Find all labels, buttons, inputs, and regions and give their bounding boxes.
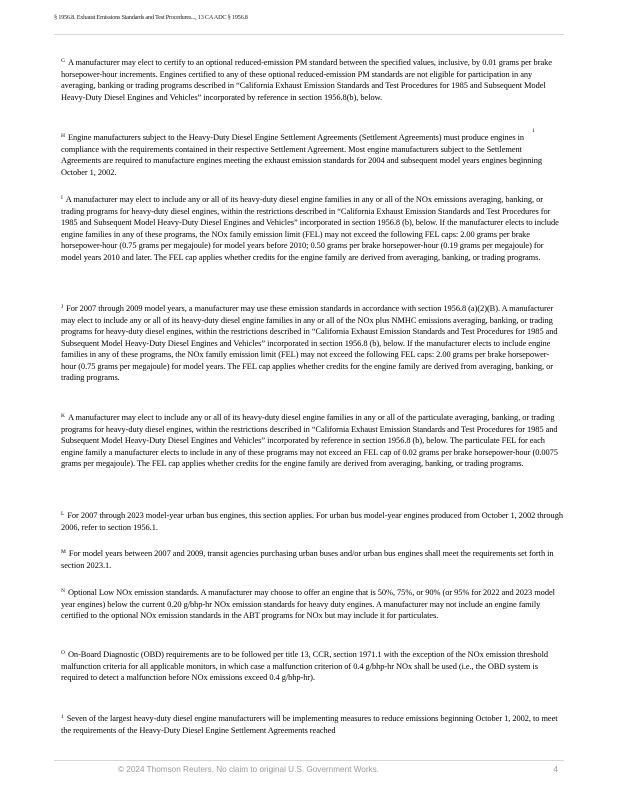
footnote-text: Engine manufacturers subject to the Heavy-Duty Diesel Engine Settlement Agreements (Settlement Agreements) must produce engines in compliance with the requirements contained in their respective Settlement Agreement. Most engine manufacturers subject to the Settlement Agreements are required to manufacture engines meeting the exhaust emission standards for 2004 and subsequent model years engines beginning October 1, 2002. [61, 133, 542, 177]
header-divider [54, 34, 564, 35]
footnote-text: Seven of the largest heavy-duty diesel engine manufacturers will be implementing measures to reduce emissions beginning October 1, 2002, to meet the requirements of the Heavy-Duty Diesel Engine Settlement Agreements reached [61, 714, 558, 735]
footnote-marker: O [61, 650, 65, 656]
footer-divider [54, 760, 564, 761]
footnote-g [61, 56, 563, 103]
footnote-text: On-Board Diagnostic (OBD) requirements are to be followed per title 13, CCR, section 1971.1 with the exception of the NOx emission threshold malfunction criteria for all applicable monitors, in which case a malfunction criterion of 0.4 g/bhp-hr NOx shall be used (i.e., the OBD system is required to detect a malfunction before NOx emissions exceed 0.4 g/bhp-hr). [61, 650, 548, 682]
footnote-j [61, 302, 563, 384]
footnote-h [61, 131, 563, 178]
footnote-marker: N [61, 588, 65, 594]
page-number: 4 [553, 765, 558, 774]
footnote-text: Optional Low NOx emission standards. A manufacturer may choose to offer an engine that is 50%, 75%, or 90% (or 95% for 2022 and 2023 model year engines) below the current 0.20 g/bhp-hr NOx emission standards for heavy duty engines. A manufacturer may not include an engine family certified to the optional NOx emission standards in the ABT programs for NOx but may include it for particulates. [61, 588, 555, 620]
footnote-marker: G [61, 58, 65, 64]
copyright-notice: © 2024 Thomson Reuters. No claim to original U.S. Government Works. [118, 765, 380, 774]
footnote-text: For 2007 through 2023 model-year urban bus engines, this section applies. For urban bus model-year engines produced from October 1, 2002 through 2006, refer to section 1956.1. [61, 511, 563, 532]
footnote-m [61, 547, 563, 571]
footnote-o [61, 648, 563, 684]
footnote-text: A manufacturer may elect to include any or all of its heavy-duty diesel engine families in any or all of the NOx emissions averaging, banking, or trading programs for heavy-duty diesel engines, within the restrictions described in “California Exhaust Emission Standards and Test Procedures for 1985 and Subsequent Model Heavy-Duty Diesel Engines and Vehicles” incorporated in section 1956.8 (b), below. If the manufacturer elects to include engine families in any of these programs, the NOx family emission limit (FEL) may not exceed the following FEL caps: 2.00 grams per brake horsepower-hour (0.75 grams per megajoule) for model years before 2010; 0.50 grams per brake horsepower-hour (0.19 grams per megajoule) for model years 2010 and later. The FEL cap applies whether credits for the engine family are derived from averaging, banking, or trading programs. [61, 195, 559, 262]
footnote-text: A manufacturer may elect to include any or all of its heavy-duty diesel engine families in any or all of the particulate averaging, banking, or trading programs for heavy-duty diesel engines, within the restrictions described in “California Exhaust Emission Standards and Test Procedures for 1985 and Subsequent Model Heavy-Duty Diesel Engines and Vehicles” incorporated by reference in section 1956.8 (b), below. The particulate FEL for each engine family a manufacturer elects to include in any of these programs may not exceed an FEL cap of 0.02 grams per brake horsepower-hour (0.0075 grams per megajoule). The FEL cap applies whether credits for the engine family are derived from averaging, banking, or trading programs. [61, 413, 558, 468]
footnote-marker: M [61, 549, 66, 555]
footnote-marker: K [61, 413, 65, 419]
footnote-text: A manufacturer may elect to certify to an optional reduced-emission PM standard between the specified values, inclusive, by 0.01 grams per brake horsepower-hour increments. Engines certified to any of these optional reduced-emission PM standards are not eligible for participation in any averaging, banking or trading programs described in “California Exhaust Emission Standards and Test Procedures for 1985 and Subsequent Model Heavy-Duty Diesel Engines and Vehicles” incorporated by reference in section 1956.8(b), below. [61, 58, 552, 102]
footnote-marker: 1 [61, 714, 64, 720]
footnote-reference-1[interactable]: 1 [532, 128, 535, 134]
running-header: § 1956.8. Exhaust Emissions Standards and Test Procedures..., 13 CA ADC § 1956.8 [54, 14, 248, 21]
footnote-text: For model years between 2007 and 2009, transit agencies purchasing urban buses and/or urban bus engines shall meet the requirements set forth in section 2023.1. [61, 549, 554, 570]
footnote-n [61, 586, 563, 622]
footnote-i [61, 193, 563, 263]
footnote-marker: J [61, 304, 64, 310]
footnote-l [61, 509, 563, 533]
footnote-1 [61, 712, 563, 736]
footnote-marker: L [61, 511, 65, 517]
footnote-k [61, 411, 563, 470]
footnote-text: For 2007 through 2009 model years, a manufacturer may use these emission standards in accordance with section 1956.8 (a)(2)(B). A manufacturer may elect to include any or all of its heavy-duty diesel engine families in any or all of the NOx plus NMHC emissions averaging, banking, or trading programs for heavy-duty diesel engines, within the restrictions described in “California Exhaust Emission Standards and Test Procedures for 1985 and Subsequent Model Heavy-Duty Diesel Engines and Vehicles” incorporated in section 1956.8 (b), below. If the manufacturer elects to include engine families in any of these programs, the NOx family emission limit (FEL) may not exceed the following FEL caps: 2.00 grams per brake horsepower-hour (0.75 grams per megajoule) for model years. The FEL cap applies whether credits for the engine family are derived from averaging, banking, or trading programs. [61, 304, 558, 382]
footnote-marker: H [61, 133, 65, 139]
footnote-marker: I [61, 195, 63, 201]
